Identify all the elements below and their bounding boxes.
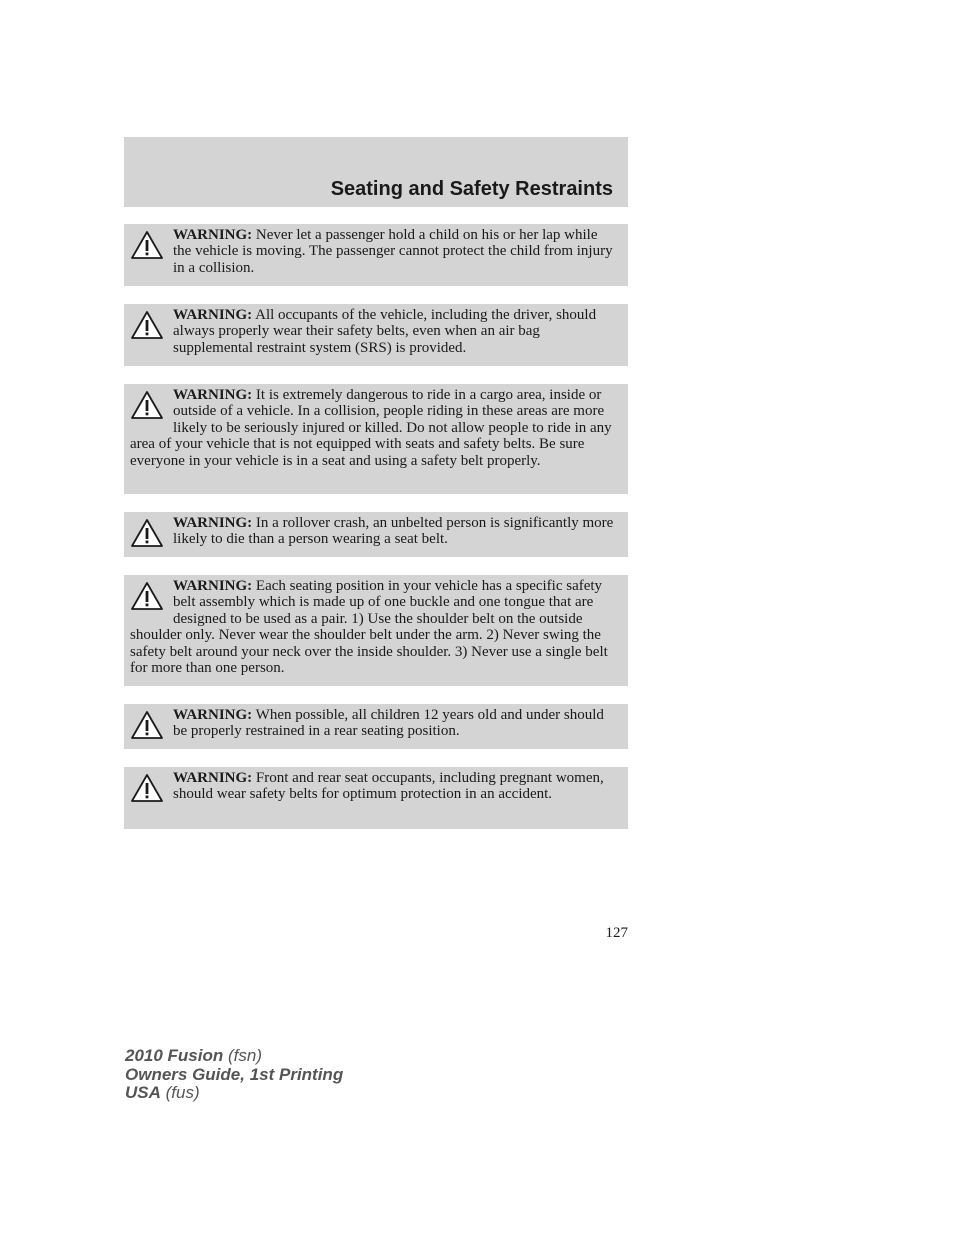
warning-text: Front and rear seat occupants, including pregnant women, should wear safety belts for optimum protection in an accident. — [173, 770, 604, 803]
warning-triangle-icon — [130, 310, 164, 340]
warning-label: WARNING: — [173, 578, 253, 594]
page-number: 127 — [605, 925, 628, 941]
warning-triangle-icon — [130, 390, 164, 420]
warning-text: It is extremely dangerous to ride in a cargo area, inside or outside of a vehicle. In a collision, people riding in these areas are more likely to be seriously injured or killed. Do not allow people to ride in any area of your vehicle that is not equipped with seats and safety belts. Be sure everyone in your vehicle is in a seat and using a safety belt properly. — [130, 387, 612, 469]
footer-line-guide — [125, 1066, 343, 1085]
warning-box — [124, 704, 628, 749]
warning-label: WARNING: — [173, 515, 253, 531]
warning-label: WARNING: — [173, 227, 253, 243]
warning-box — [124, 224, 628, 286]
warning-box — [124, 384, 628, 494]
footer-line-model — [125, 1047, 343, 1066]
warning-triangle-icon — [130, 773, 164, 803]
warning-box — [124, 512, 628, 557]
footer-model: 2010 Fusion — [125, 1046, 224, 1065]
footer-line-market — [125, 1084, 343, 1103]
warning-triangle-icon — [130, 581, 164, 611]
warning-label: WARNING: — [173, 307, 253, 323]
warning-text: When possible, all children 12 years old and under should be properly restrained in a rear seating position. — [173, 707, 604, 740]
footer-model-code: (fsn) — [228, 1046, 262, 1065]
warning-triangle-icon — [130, 710, 164, 740]
warning-triangle-icon — [130, 230, 164, 260]
footer-guide: Owners Guide, 1st Printing — [125, 1064, 344, 1084]
warning-label: WARNING: — [173, 707, 253, 723]
warning-text: Each seating position in your vehicle has a specific safety belt assembly which is made up of one buckle and one tongue that are designed to be used as a pair. 1) Use the shoulder belt on the outside shoulder only. Never wear the shoulder belt under the arm. 2) Never swing the safety belt around your neck over the inside shoulder. 3) Never use a single belt for more than one person. — [130, 578, 608, 677]
warning-triangle-icon — [130, 518, 164, 548]
footer-market-code: (fus) — [165, 1083, 200, 1102]
warning-text: All occupants of the vehicle, including the driver, should always properly wear their safety belts, even when an air bag supplemental restraint system (SRS) is provided. — [173, 307, 597, 356]
warning-box — [124, 304, 628, 366]
warning-label: WARNING: — [173, 387, 253, 403]
footer — [125, 1047, 343, 1103]
footer-market: USA — [125, 1083, 161, 1102]
warning-box — [124, 767, 628, 829]
warning-text: In a rollover crash, an unbelted person is significantly more likely to die than a person wearing a seat belt. — [173, 515, 614, 548]
warning-text: Never let a passenger hold a child on his or her lap while the vehicle is moving. The passenger cannot protect the child from injury in a collision. — [173, 227, 613, 276]
section-header — [124, 137, 628, 207]
warning-box — [124, 575, 628, 686]
section-title: Seating and Safety Restraints — [330, 178, 613, 200]
warning-label: WARNING: — [173, 770, 253, 786]
